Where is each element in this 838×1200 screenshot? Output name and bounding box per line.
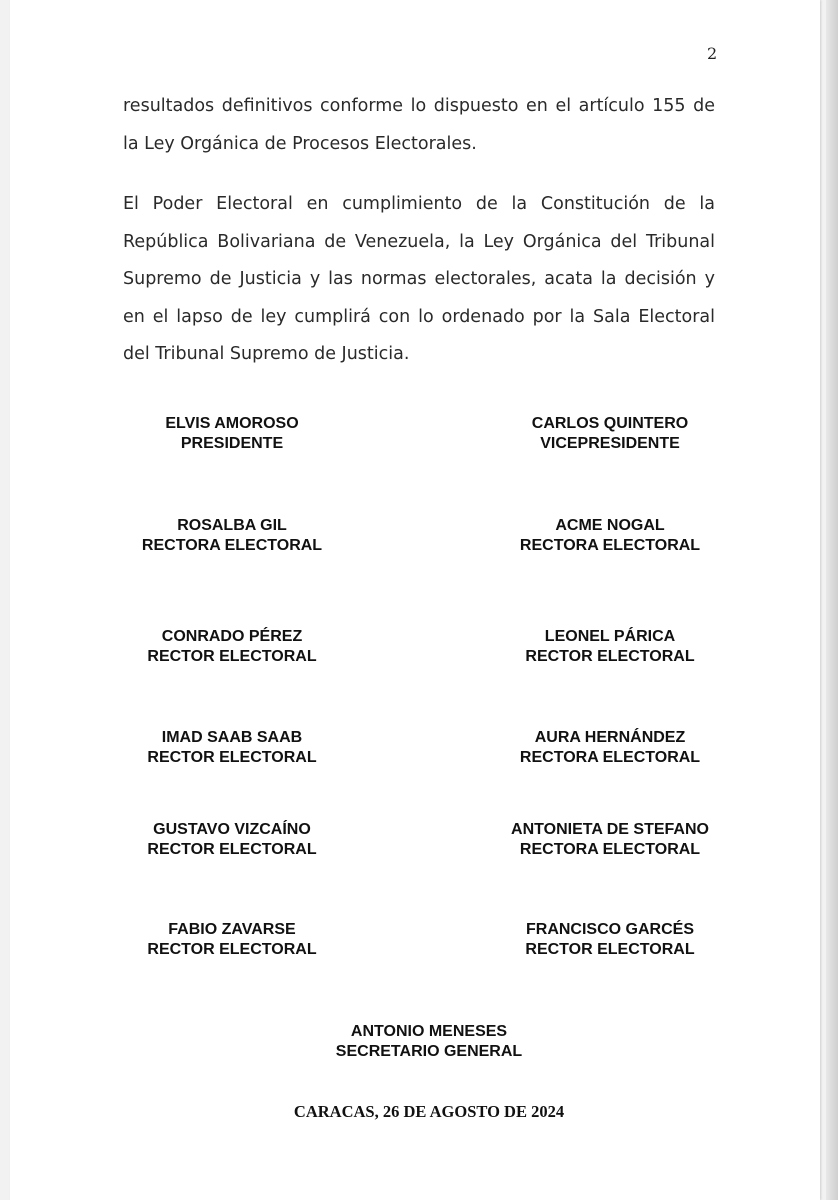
signature-block bbox=[62, 920, 402, 960]
signature-block bbox=[62, 820, 402, 860]
signatory-name: AURA HERNÁNDEZ bbox=[534, 729, 686, 746]
signature-block bbox=[440, 920, 780, 960]
signature-block bbox=[440, 728, 780, 768]
paragraph-results: resultados definitivos conforme lo dispuesto en el artículo 155 de la Ley Orgánica de Procesos Electorales. bbox=[123, 96, 715, 154]
signatory-title: VICEPRESIDENTE bbox=[540, 435, 680, 452]
signature-block bbox=[62, 627, 402, 667]
signatory-title: RECTORA ELECTORAL bbox=[519, 841, 701, 858]
signatory-title: RECTOR ELECTORAL bbox=[147, 749, 317, 766]
paragraph-electoral-power: El Poder Electoral en cumplimiento de la Constitución de la República Bolivariana de Venezuela, la Ley Orgánica del Tribunal Supremo de Justicia y las normas electorales, acata la decisión y en el lapso de ley cumplirá con lo ordenado por la Sala Electoral del Tribunal Supremo de Justicia. bbox=[123, 194, 715, 365]
signature-block bbox=[62, 728, 402, 768]
document-page bbox=[10, 0, 820, 1200]
signature-block bbox=[440, 414, 780, 454]
signatory-name: LEONEL PÁRICA bbox=[544, 628, 676, 645]
signatory-name: IMAD SAAB SAAB bbox=[161, 729, 303, 746]
signature-block bbox=[440, 516, 780, 556]
signatory-title: RECTOR ELECTORAL bbox=[525, 941, 695, 958]
signatory-name: ELVIS AMOROSO bbox=[165, 415, 299, 432]
signatory-name: CARLOS QUINTERO bbox=[531, 415, 689, 432]
signatory-name: ANTONIETA DE STEFANO bbox=[511, 821, 709, 838]
signatory-title: RECTORA ELECTORAL bbox=[519, 749, 701, 766]
secretary-signature-block bbox=[259, 1022, 599, 1062]
secretary-name: ANTONIO MENESES bbox=[350, 1023, 508, 1040]
signatory-title: RECTOR ELECTORAL bbox=[147, 841, 317, 858]
signatory-title: RECTOR ELECTORAL bbox=[147, 648, 317, 665]
signatory-title: RECTORA ELECTORAL bbox=[141, 537, 323, 554]
signatory-title: PRESIDENTE bbox=[180, 435, 284, 452]
signatory-name: ROSALBA GIL bbox=[177, 517, 287, 534]
signature-block bbox=[62, 414, 402, 454]
signature-block bbox=[440, 627, 780, 667]
signatory-title: RECTOR ELECTORAL bbox=[147, 941, 317, 958]
page-edge bbox=[826, 0, 838, 1200]
secretary-title: SECRETARIO GENERAL bbox=[335, 1043, 523, 1060]
page-number: 2 bbox=[707, 44, 718, 63]
signatory-name: CONRADO PÉREZ bbox=[161, 628, 303, 645]
date-line: CARACAS, 26 DE AGOSTO DE 2024 bbox=[293, 1102, 565, 1121]
signature-block bbox=[440, 820, 780, 860]
signatory-title: RECTORA ELECTORAL bbox=[519, 537, 701, 554]
signatory-name: ACME NOGAL bbox=[555, 517, 665, 534]
signatory-name: GUSTAVO VIZCAÍNO bbox=[153, 821, 311, 838]
signature-block bbox=[62, 516, 402, 556]
signatory-title: RECTOR ELECTORAL bbox=[525, 648, 695, 665]
signatory-name: FABIO ZAVARSE bbox=[168, 921, 296, 938]
signatory-name: FRANCISCO GARCÉS bbox=[525, 921, 694, 938]
